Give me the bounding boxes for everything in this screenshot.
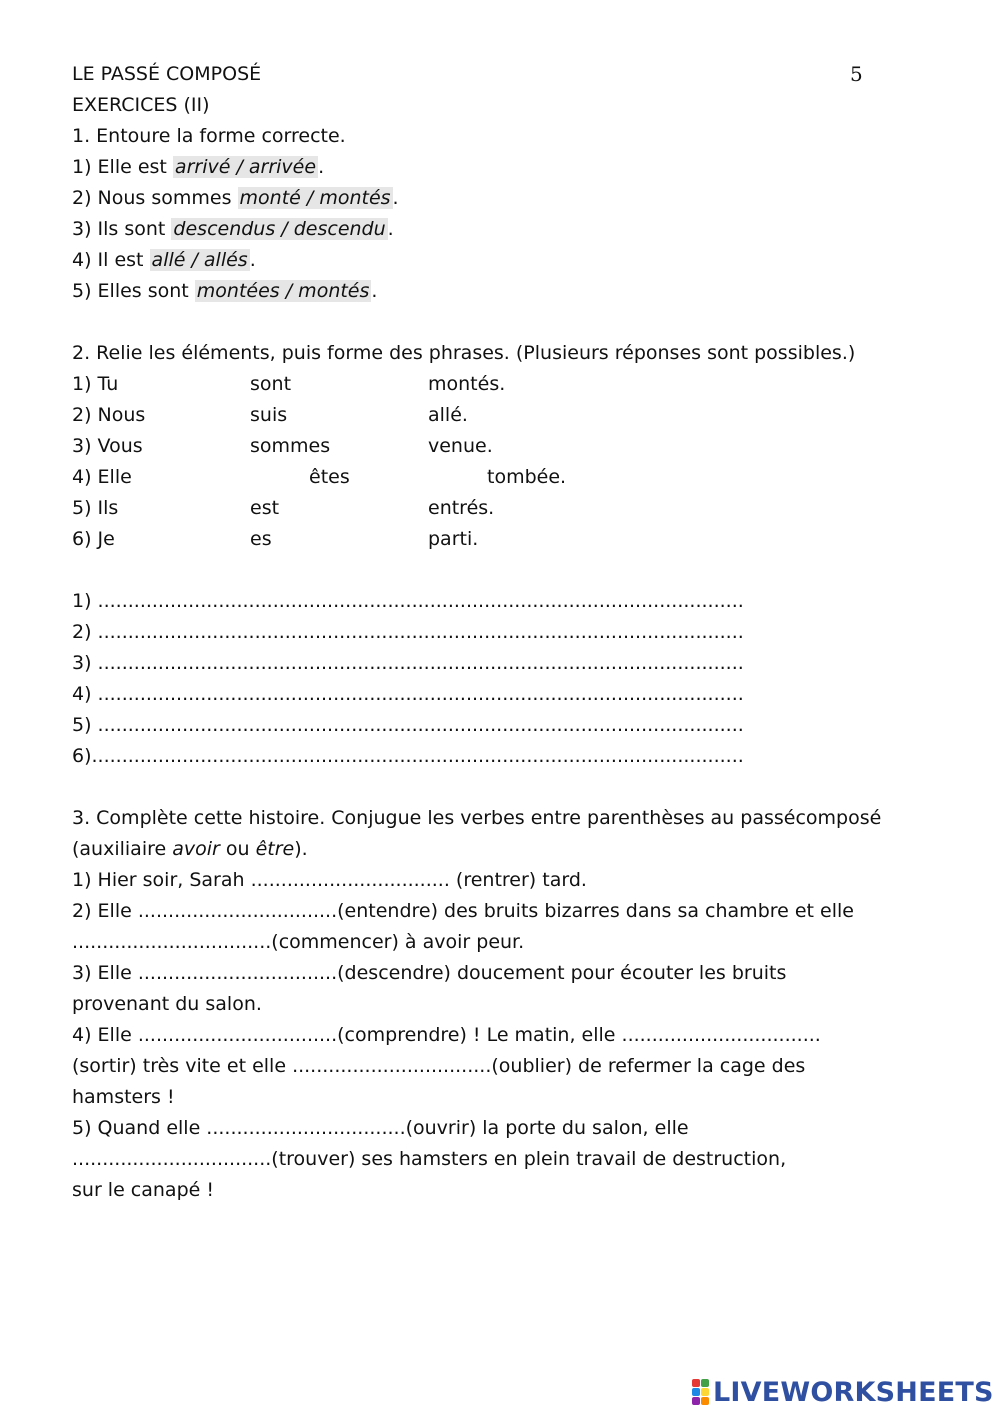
exercise-1-item xyxy=(72,152,932,183)
title-avoir: avoir xyxy=(172,838,220,860)
story-line: 2) Elle .................................(entendre) des bruits bizarres dans sa chambre et elle xyxy=(72,900,854,922)
page-number: 5 xyxy=(850,62,863,86)
subject-cell: 6) Je xyxy=(72,528,115,550)
story-line: sur le canapé ! xyxy=(72,1179,214,1201)
answer-line[interactable]: 2) ........................................................................................................... xyxy=(72,621,744,643)
worksheet-page xyxy=(72,58,932,1206)
story-line: .................................(commencer) à avoir peur. xyxy=(72,931,525,953)
exercise-3-title-line-1: 3. Complète cette histoire. Conjugue les verbes entre parenthèses au passécomposé xyxy=(72,807,882,829)
story-line: provenant du salon. xyxy=(72,993,262,1015)
exercise-1-item xyxy=(72,276,932,307)
liveworksheets-logo xyxy=(692,1376,994,1408)
participle-cell: tombée. xyxy=(487,466,567,488)
answer-line[interactable]: 1) ........................................................................................................... xyxy=(72,590,744,612)
auxiliary-cell: sont xyxy=(250,373,292,395)
subject-cell: 1) Tu xyxy=(72,373,119,395)
title-ou: ou xyxy=(219,838,256,860)
choice-options[interactable]: allé / allés xyxy=(151,249,248,271)
story-line: 1) Hier soir, Sarah ................................. (rentrer) tard. xyxy=(72,869,587,891)
item-text: 5) Elles sont xyxy=(72,280,195,302)
title-etre: être xyxy=(255,838,295,860)
item-punctuation: . xyxy=(371,280,378,302)
item-text: 2) Nous sommes xyxy=(72,187,238,209)
item-text: 4) Il est xyxy=(72,249,150,271)
exercise-3-story xyxy=(72,865,932,1206)
title-suffix: ). xyxy=(294,838,308,860)
subject-cell: 2) Nous xyxy=(72,404,146,426)
answer-line[interactable]: 6)............................................................................................................ xyxy=(72,745,744,767)
exercise-1-items xyxy=(72,152,932,307)
choice-options[interactable]: arrivé / arrivée xyxy=(174,156,317,178)
item-punctuation: . xyxy=(249,249,256,271)
story-line: 3) Elle .................................(descendre) doucement pour écouter les bruits xyxy=(72,962,787,984)
matching-row xyxy=(72,400,932,431)
item-text: 1) Elle est xyxy=(72,156,173,178)
exercise-1-item xyxy=(72,183,932,214)
worksheet-title: LE PASSÉ COMPOSÉ xyxy=(72,63,262,85)
participle-cell: venue. xyxy=(428,435,493,457)
item-punctuation: . xyxy=(392,187,399,209)
item-punctuation: . xyxy=(387,218,394,240)
participle-cell: montés. xyxy=(428,373,506,395)
answer-line[interactable]: 3) ........................................................................................................... xyxy=(72,652,744,674)
item-text: 3) Ils sont xyxy=(72,218,172,240)
matching-row xyxy=(72,369,932,400)
participle-cell: parti. xyxy=(428,528,479,550)
answer-line[interactable]: 4) ........................................................................................................... xyxy=(72,683,744,705)
exercise-1-title: 1. Entoure la forme correcte. xyxy=(72,125,346,147)
choice-options[interactable]: descendus / descendu xyxy=(173,218,386,240)
matching-row xyxy=(72,493,932,524)
choice-options[interactable]: montées / montés xyxy=(196,280,370,302)
answer-line[interactable]: 5) ........................................................................................................... xyxy=(72,714,744,736)
choice-options[interactable]: monté / montés xyxy=(239,187,391,209)
exercise-2-matching-table xyxy=(72,369,932,555)
auxiliary-cell: sommes xyxy=(250,435,331,457)
participle-cell: allé. xyxy=(428,404,468,426)
logo-text: LIVEWORKSHEETS xyxy=(713,1376,994,1408)
matching-row xyxy=(72,431,932,462)
auxiliary-cell: est xyxy=(250,497,280,519)
exercise-3-title-line-2 xyxy=(72,834,932,865)
exercise-1-item xyxy=(72,245,932,276)
logo-mark-icon xyxy=(692,1379,710,1405)
subject-cell: 5) Ils xyxy=(72,497,119,519)
auxiliary-cell: es xyxy=(250,528,272,550)
item-punctuation: . xyxy=(318,156,325,178)
exercises-heading: EXERCICES (II) xyxy=(72,94,210,116)
matching-row xyxy=(72,462,932,493)
auxiliary-cell: êtes xyxy=(309,466,350,488)
story-line: hamsters ! xyxy=(72,1086,175,1108)
exercise-2-answer-lines xyxy=(72,586,932,772)
subject-cell: 4) Elle xyxy=(72,466,132,488)
participle-cell: entrés. xyxy=(428,497,495,519)
exercise-2-title: 2. Relie les éléments, puis forme des phrases. (Plusieurs réponses sont possibles.) xyxy=(72,342,856,364)
subject-cell: 3) Vous xyxy=(72,435,143,457)
story-line: (sortir) très vite et elle .................................(oublier) de refermer la cage des xyxy=(72,1055,806,1077)
title-prefix: (auxiliaire xyxy=(72,838,173,860)
story-line: 5) Quand elle .................................(ouvrir) la porte du salon, elle xyxy=(72,1117,689,1139)
matching-row xyxy=(72,524,932,555)
auxiliary-cell: suis xyxy=(250,404,288,426)
story-line: .................................(trouver) ses hamsters en plein travail de destruction, xyxy=(72,1148,787,1170)
page-header xyxy=(72,58,932,90)
story-line: 4) Elle .................................(comprendre) ! Le matin, elle ................................. xyxy=(72,1024,821,1046)
exercise-1-item xyxy=(72,214,932,245)
